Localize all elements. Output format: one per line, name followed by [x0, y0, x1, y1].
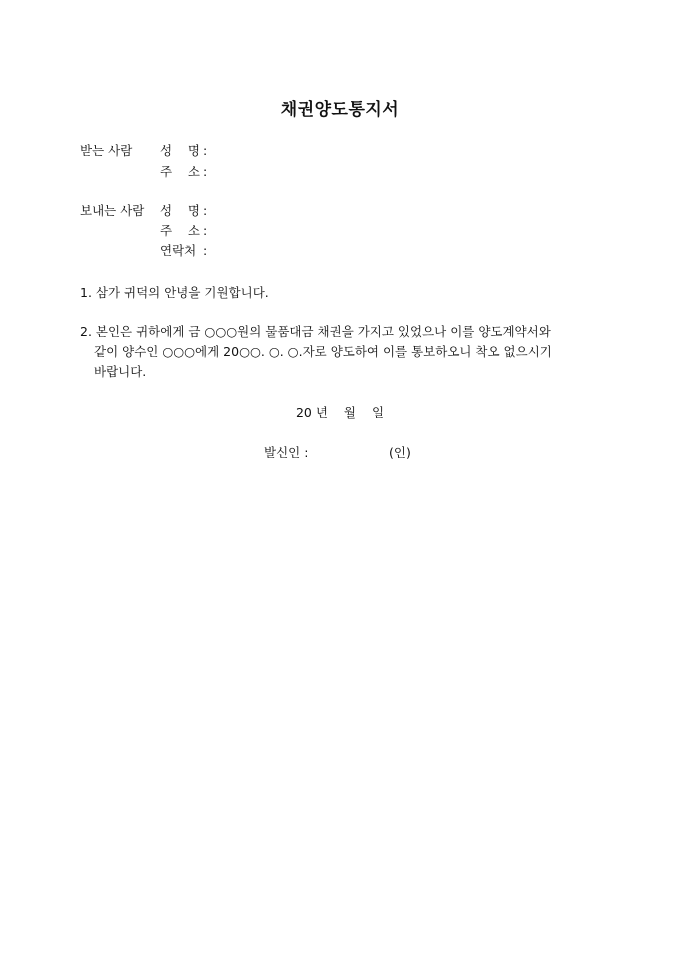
sender-name-colon: : — [203, 203, 208, 218]
paragraph-notice — [80, 322, 600, 382]
seal-mark: (인) — [389, 445, 411, 460]
sender-contact-label: 연락처 — [160, 243, 197, 258]
recipient-name-colon: : — [203, 143, 208, 158]
sender-label: 보내는 사람 — [80, 203, 145, 218]
recipient-address-colon: : — [203, 164, 208, 179]
recipient-address-label: 주 소 — [160, 164, 200, 179]
recipient-name-label: 성 명 — [160, 143, 200, 158]
signature-line — [264, 443, 411, 461]
sender-contact-colon: : — [203, 243, 208, 258]
paragraph-notice-line-2: 같이 양수인 ○○○에게 20○○. ○. ○.자로 양도하여 이를 통보하오니 착오 없으시기 — [94, 344, 552, 359]
date-year: 20 년 — [295, 405, 328, 420]
sender-address-label: 주 소 — [160, 223, 200, 238]
recipient-label: 받는 사람 — [80, 143, 133, 158]
date-day: 일 — [371, 405, 385, 420]
sender-address-colon: : — [203, 223, 208, 238]
date-line — [0, 403, 680, 421]
signature-label: 발신인 : — [264, 445, 309, 460]
paragraph-notice-line-1: 2. 본인은 귀하에게 금 ○○○원의 물품대금 채권을 가지고 있었으나 이를 양도계약서와 — [80, 324, 551, 339]
paragraph-greeting: 1. 삼가 귀덕의 안녕을 기원합니다. — [80, 285, 269, 300]
document-title: 채권양도통지서 — [280, 100, 400, 120]
sender-name-label: 성 명 — [160, 203, 200, 218]
date-month: 월 — [343, 405, 356, 420]
paragraph-notice-line-3: 바랍니다. — [94, 364, 147, 379]
